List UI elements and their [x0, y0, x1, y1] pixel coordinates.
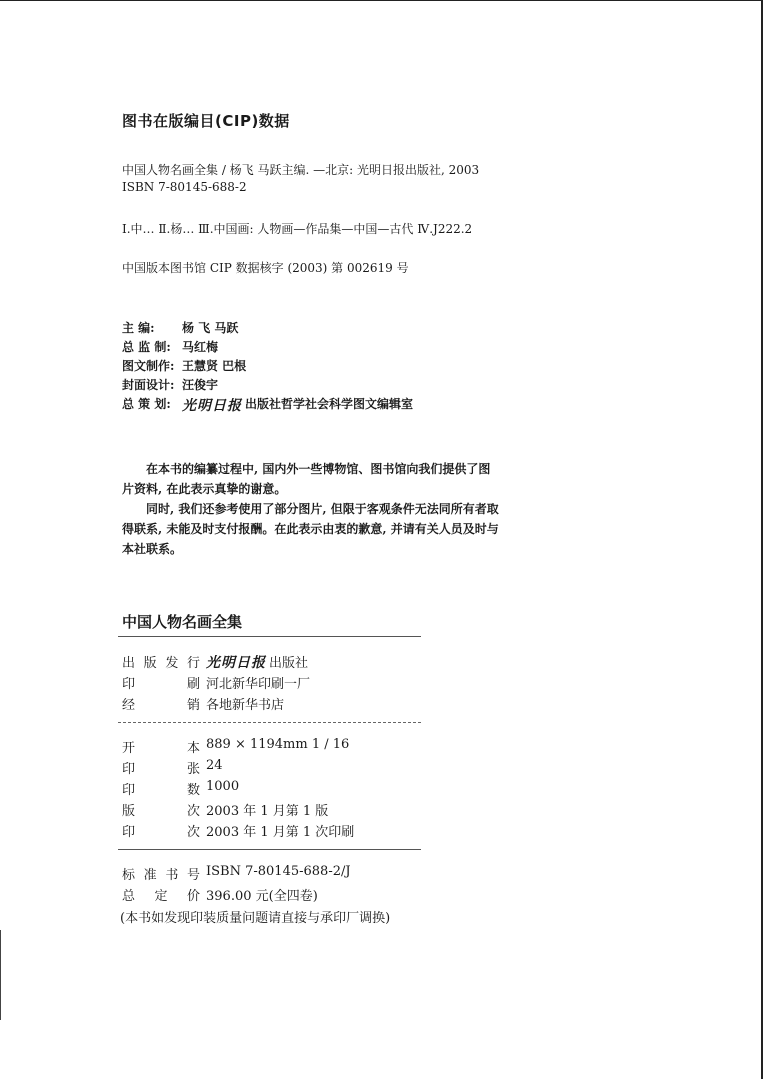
colophon-impression [122, 821, 354, 840]
colophon-rule-bottom [118, 849, 421, 850]
acknowledgement-paragraph-2: 同时, 我们还参考使用了部分图片, 但限于客观条件无法同所有者取得联系, 未能及时支付报酬。在此表示由衷的歉意, 并请有关人员及时与本社联系。 [122, 502, 499, 556]
colophon-rule-middle [118, 722, 421, 723]
acknowledgement-paragraph-1: 在本书的编纂过程中, 国内外一些博物馆、图书馆向我们提供了图片资料, 在此表示真挚的谢意。 [122, 462, 491, 496]
colophon-copies [122, 779, 239, 798]
cip-classification: Ⅰ.中… Ⅱ.杨… Ⅲ.中国画: 人物画—作品集—中国—古代 Ⅳ.J222.2 [122, 222, 473, 236]
cip-heading: 图书在版编目(CIP)数据 [122, 112, 290, 130]
colophon-label: 开本 [122, 741, 200, 756]
credit-label: 总 监 制: [122, 340, 171, 354]
credit-label: 图文制作: [122, 359, 175, 373]
credit-editor [122, 319, 238, 336]
credit-supervisor [122, 338, 218, 355]
colophon-price [122, 885, 318, 904]
colophon-label: 总定价 [122, 889, 200, 904]
cip-isbn: ISBN 7-80145-688-2 [122, 180, 247, 194]
colophon-value: ISBN 7-80145-688-2/J [206, 864, 351, 879]
credit-value: 汪俊宇 [182, 378, 219, 392]
colophon-rule-top [118, 636, 421, 637]
credit-label: 总 策 划: [122, 397, 171, 411]
colophon-printer [122, 673, 310, 692]
scan-edge-mark [0, 930, 1, 1020]
credit-value: 杨 飞 马跃 [182, 321, 239, 335]
publisher-calligraphy-logo: 光明日报 [182, 398, 242, 414]
credit-label: 主 编: [122, 321, 155, 335]
colophon-isbn [122, 864, 351, 883]
colophon-sheets [122, 758, 223, 777]
credit-production [122, 357, 246, 374]
colophon-value: 396.00 元(全四卷) [206, 889, 318, 904]
publisher-calligraphy-logo: 光明日报 [206, 655, 266, 671]
colophon-label: 经销 [122, 698, 200, 713]
colophon-value: 2003 年 1 月第 1 次印刷 [206, 825, 355, 840]
credit-label: 封面设计: [122, 378, 175, 392]
colophon-value: 河北新华印刷一厂 [206, 677, 311, 692]
colophon-label: 印次 [122, 825, 200, 840]
colophon-label: 印张 [122, 762, 200, 777]
colophon-value: 24 [206, 758, 223, 773]
colophon-label: 标准书号 [122, 868, 200, 883]
cip-entry-title: 中国人物名画全集 / 杨飞 马跃主编. —北京: 光明日报出版社, 2003 [122, 163, 480, 177]
credit-cover-design [122, 376, 218, 393]
credit-planning [122, 395, 413, 415]
cip-record-number: 中国版本图书馆 CIP 数据核字 (2003) 第 002619 号 [122, 261, 409, 275]
colophon-label: 出版发行 [122, 656, 200, 671]
page-border-top [0, 0, 763, 1]
colophon-value: 2003 年 1 月第 1 版 [206, 804, 329, 819]
credit-value: 出版社哲学社会科学图文编辑室 [245, 397, 414, 411]
colophon-edition [122, 800, 328, 819]
colophon-format [122, 737, 349, 756]
colophon-distributor [122, 694, 284, 713]
acknowledgement-note [122, 459, 502, 559]
colophon-value: 各地新华书店 [206, 698, 285, 713]
colophon-label: 印刷 [122, 677, 200, 692]
colophon-value: 出版社 [269, 656, 309, 671]
colophon-publisher [122, 652, 308, 672]
colophon-value: 1000 [206, 779, 240, 794]
colophon-footnote: (本书如发现印装质量问题请直接与承印厂调换) [120, 911, 391, 926]
credit-value: 王慧贤 巴根 [182, 359, 247, 373]
colophon-value: 889 × 1194mm 1 / 16 [206, 737, 350, 752]
colophon-book-title: 中国人物名画全集 [122, 613, 243, 631]
colophon-label: 印数 [122, 783, 200, 798]
colophon-label: 版次 [122, 804, 200, 819]
credit-value: 马红梅 [182, 340, 219, 354]
